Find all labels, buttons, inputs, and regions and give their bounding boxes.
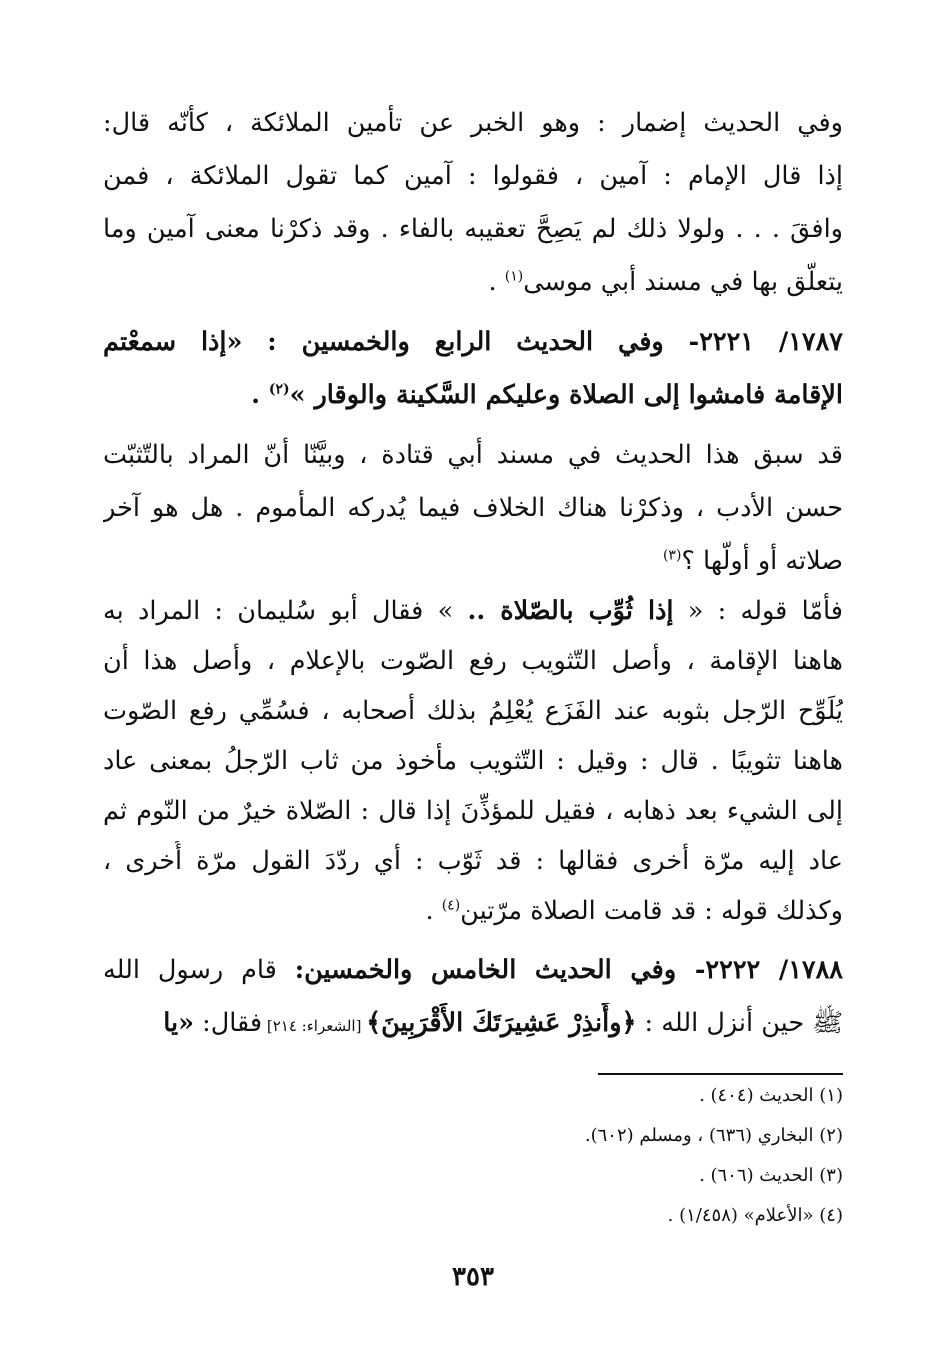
text-line	[103, 891, 843, 935]
text-run: صلاته أو أولّها ؟	[681, 546, 843, 576]
hadith-number: ١٧٨٨/ ٢٢٢٢-	[694, 955, 843, 985]
text-line: إلى الشيء بعد ذهابه ، فقيل للمؤذِّنَ إذا قال : الصّلاة خيرٌ من النّوم ثم	[103, 796, 843, 826]
text-line: إذا قال الإمام : آمين ، فقولوا : آمين كما تقول الملائكة ، فمن	[103, 161, 843, 191]
hadith-text: الإقامة فامشوا إلى الصلاة وعليكم السَّكينة والوقار »	[289, 380, 843, 410]
text-line	[103, 591, 843, 635]
quran-verse: ﴿وأَنذِرْ عَشِيرَتَكَ الأَقْرَبِينَ﴾	[366, 1008, 637, 1038]
text-run: يتعلّق بها في مسند أبي موسى	[523, 267, 843, 297]
hadith-number: ١٧٨٧/ ٢٢٢١-	[688, 327, 843, 357]
quoted-phrase: إذا ثُوِّب بالصّلاة ..	[467, 596, 674, 626]
hadith-heading	[103, 375, 843, 419]
page-number: ٣٥٣	[452, 1262, 494, 1292]
footnote-marker: (٢)	[268, 381, 290, 398]
hadith-text: وفي الحديث الخامس والخمسين:	[294, 955, 695, 985]
footnote-marker: (٤)	[441, 897, 461, 914]
text-line: هاهنا الإقامة ، وأصل التّثويب رفع الصّوت بالإعلام ، وأصل هذا أن	[103, 646, 843, 676]
footnote: (٤) «الأعلام» (١/٤٥٨) .	[667, 1205, 843, 1226]
footnote-marker: (١)	[504, 268, 524, 285]
text-run: .	[488, 267, 505, 297]
text-line	[103, 262, 843, 306]
hadith-heading	[103, 322, 843, 366]
text-line: حسن الأدب ، وذكرْنا هناك الخلاف فيما يُدركه المأموم . هل هو آخر	[103, 493, 843, 523]
text-run: «يا	[163, 1008, 195, 1038]
text-line: عاد إليه مرّة أخرى فقالها : قد ثَوّب : أي ردّدَ القول مرّة أُخرى ،	[103, 846, 843, 876]
text-run: ﷺ حين أنزل الله :	[636, 1008, 843, 1038]
hadith-text: وفي الحديث الرابع والخمسين : «إذا سمعْتم	[103, 327, 689, 357]
footnote-marker: (٣)	[662, 547, 682, 564]
text-line	[103, 1003, 843, 1047]
footnote: (٣) الحديث (٦٠٦) .	[699, 1165, 843, 1186]
text-line: هاهنا تثويبًا . قال : وقيل : التّثويب مأخوذ من ثاب الرّجلُ بمعنى عاد	[103, 746, 843, 776]
text-run: فقال:	[194, 1008, 263, 1038]
text-run: قام رسول الله	[103, 955, 295, 985]
text-line: يُلَوِّح الرّجل بثوبه عند الفَزَع يُعْلِمُ بذلك أصحابه ، فسُمِّي رفع الصّوت	[103, 696, 843, 726]
text-run: فأمّا قوله : «	[673, 596, 843, 626]
text-run: .	[251, 380, 269, 410]
verse-reference: [الشعراء: ٢١٤]	[262, 1017, 367, 1035]
footnote-divider	[598, 1073, 843, 1075]
footnote: (١) الحديث (٤٠٤) .	[699, 1085, 843, 1106]
text-run: .	[425, 896, 442, 926]
text-line: قد سبق هذا الحديث في مسند أبي قتادة ، وبيَّنّا أنّ المراد بالتّثبّت	[103, 440, 843, 470]
text-line: وافقَ . . . ولولا ذلك لم يَصِحَّ تعقيبه بالفاء . وقد ذكرْنا معنى آمين وما	[103, 214, 843, 244]
text-run: » فقال أبو سُليمان : المراد به	[103, 596, 468, 626]
text-run: وكذلك قوله : قد قامت الصلاة مرّتين	[460, 896, 843, 926]
footnote: (٢) البخاري (٦٣٦) ، ومسلم (٦٠٢).	[584, 1125, 843, 1146]
text-line	[103, 541, 843, 585]
text-line: وفي الحديث إضمار : وهو الخبر عن تأمين الملائكة ، كأنّه قال:	[103, 108, 843, 138]
hadith-heading	[103, 950, 843, 994]
